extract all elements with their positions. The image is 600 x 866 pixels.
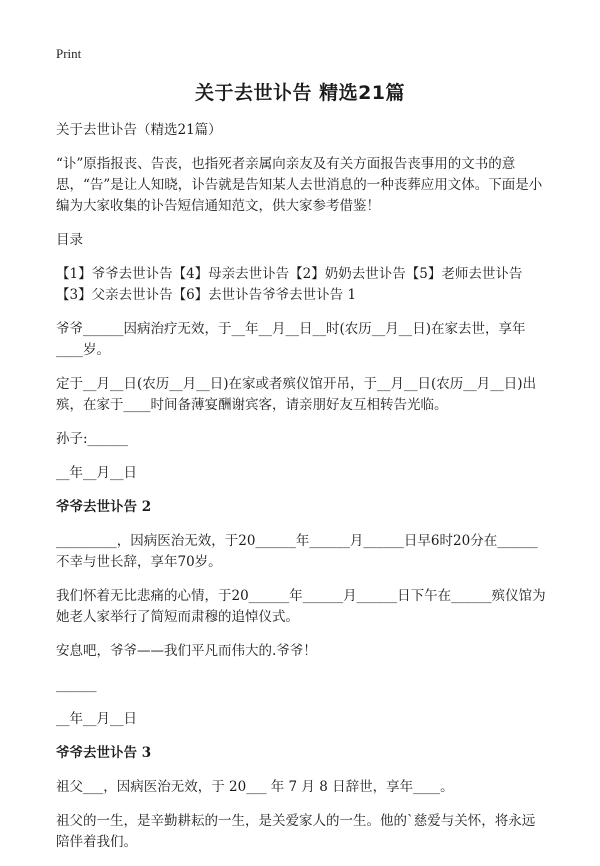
page-title: 关于去世讣告 精选21篇	[194, 82, 406, 104]
section2-paragraph-3: 安息吧，爷爷——我们平凡而伟大的.爷爷！	[56, 643, 317, 659]
print-link[interactable]: Print	[56, 46, 82, 61]
section2-date: __年__月__日	[56, 711, 137, 727]
section2-paragraph-2: 我们怀着无比悲痛的心情，于20______年______月______日下午在______殡仪馆为她老人家举行了简短而肃穆的追悼仪式。	[56, 588, 546, 625]
section2-heading: 爷爷去世讣告 2	[56, 499, 152, 515]
section1-paragraph-1: 爷爷______因病治疗无效，于__年__月__日__时(农历__月__日)在家去世，享年____岁。	[56, 321, 526, 358]
section3-paragraph-2: 祖父的一生，是辛勤耕耘的一生，是关爱家人的一生。他的`慈爱与关怀，将永远陪伴着我们。	[56, 813, 536, 850]
section1-signature: 孙子:______	[56, 431, 129, 447]
toc-heading: 目录	[56, 232, 83, 248]
section3-heading: 爷爷去世讣告 3	[56, 745, 152, 761]
section2-paragraph-1: _________，因病医治无效，于20______年______月______日早6时20分在______不幸与世长辞，享年70岁。	[56, 533, 538, 570]
section2-signature: ______	[56, 677, 97, 693]
subtitle: 关于去世讣告（精选21篇）	[56, 122, 222, 138]
toc-links[interactable]: 【1】爷爷去世讣告【4】母亲去世讣告【2】奶奶去世讣告【5】老师去世讣告【3】父亲去世讣告【6】去世讣告爷爷去世讣告 1	[56, 266, 523, 303]
intro-paragraph: “讣”原指报丧、告丧，也指死者亲属向亲友及有关方面报告丧事用的文书的意思，“告”是让人知晓，讣告就是告知某人去世消息的一种丧葬应用文体。下面是小编为大家收集的讣告短信通知范文，供大家参考借鉴！	[56, 156, 543, 214]
section3-paragraph-1: 祖父___，因病医治无效，于 20___ 年 7 月 8 日辞世，享年____。	[56, 779, 454, 795]
section1-paragraph-2: 定于__月__日(农历__月__日)在家或者殡仪馆开吊，于__月__日(农历__月__日)出殡，在家于____时间备薄宴酬谢宾客，请亲朋好友互相转告光临。	[56, 376, 537, 413]
section1-date: __年__月__日	[56, 465, 137, 481]
article-body	[56, 120, 548, 866]
